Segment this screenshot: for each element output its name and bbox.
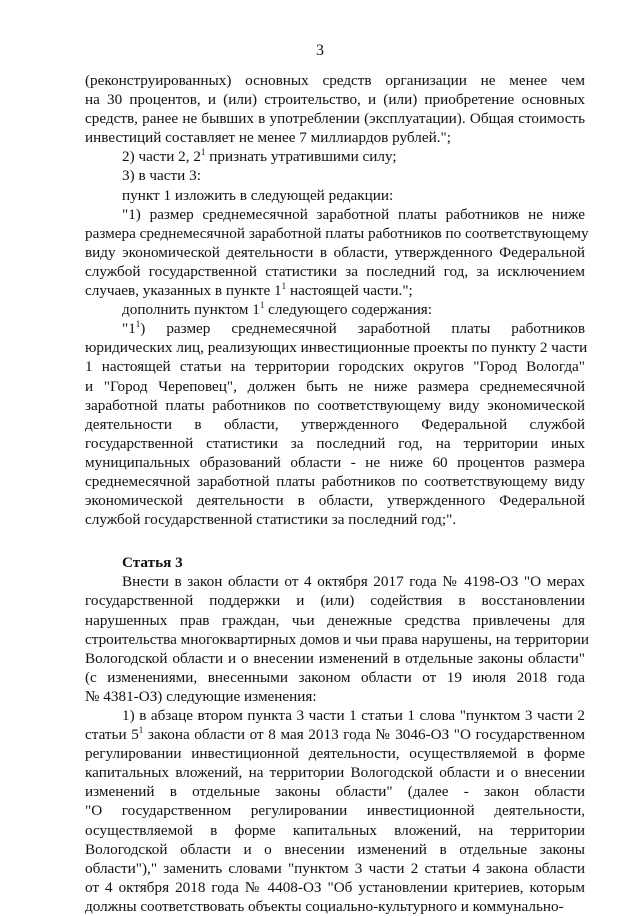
paragraph: [85, 205, 589, 300]
line-text: и "Город Череповец", должен быть не ниже размера среднемесячной: [85, 377, 585, 395]
line-text: юридических лиц, реализующих инвестиционные проекты по пункту 2 части: [85, 339, 588, 357]
superscript: 1: [281, 281, 287, 292]
paragraph: [85, 572, 590, 706]
paragraph: [85, 166, 585, 185]
line-text: деятельности в области, утвержденного Федеральной службой: [85, 415, 585, 433]
text-line: [85, 763, 585, 782]
line-text: (с изменениями, внесенными законом области от 19 июля 2018 года: [85, 668, 585, 686]
line-text: средств, ранее не бывших в употреблении (эксплуатации). Общая стоимость: [85, 110, 585, 128]
line-text: случаев, указанных в пункте 1: [85, 282, 282, 300]
line-text: "О государственном регулировании инвестиционной деятельности,: [85, 802, 585, 820]
line-text: области")," заменить словами "пунктом 3 части 2 статьи 4 закона области: [85, 859, 585, 877]
text-line: [85, 415, 585, 434]
text-line: [85, 801, 585, 820]
paragraph: [85, 186, 585, 205]
page-number: 3: [316, 42, 324, 59]
text-line: [85, 396, 585, 415]
text-line: [85, 262, 585, 281]
line-text: закона области от 8 мая 2013 года № 3046-ОЗ "О государственном: [143, 726, 585, 744]
text-line: [85, 510, 585, 529]
line-text: 2) части 2, 2: [122, 148, 201, 166]
line-text: "1: [122, 320, 136, 338]
superscript: 1: [135, 319, 141, 330]
line-text: статьи 5: [85, 726, 139, 744]
line-text: регулировании инвестиционной деятельности, осуществляемой в форме: [85, 745, 585, 763]
text-line: [85, 109, 585, 128]
line-text: настоящей части.";: [286, 282, 413, 300]
text-line: [85, 572, 585, 591]
line-text: экономической деятельности в области, утвержденного Федеральной: [85, 492, 585, 510]
text-line: [85, 668, 585, 687]
text-line: [85, 338, 588, 357]
text-line: [85, 300, 585, 319]
superscript: 1: [138, 725, 144, 736]
paragraph: [85, 71, 585, 147]
text-line: [85, 840, 585, 859]
text-line: [85, 821, 585, 840]
line-text: ) размер среднемесячной заработной платы работников: [140, 320, 585, 338]
text-line: [85, 186, 585, 205]
line-text: виду экономической деятельности в области, утвержденного Федеральной: [85, 243, 585, 261]
text-line: [85, 224, 589, 243]
text-line: [85, 71, 585, 90]
text-line: [85, 878, 585, 897]
text-line: [85, 128, 585, 147]
text-line: [85, 706, 585, 725]
text-line: [85, 434, 585, 453]
line-text: муниципальных образований области - не ниже 60 процентов размера: [85, 453, 585, 471]
amendment-text: [85, 71, 589, 529]
paragraph: [85, 147, 585, 166]
text-line: [85, 166, 585, 185]
line-text: должны соответствовать объекты социально-культурного и коммунально-: [85, 897, 564, 915]
line-text: изменений в отдельные законы области" (далее - закон области: [85, 783, 585, 801]
line-text: (реконструированных) основных средств организации не менее чем: [85, 72, 585, 89]
section-gap: [85, 529, 585, 553]
line-text: капитальных вложений, на территории Вологодской области и о внесении: [85, 764, 585, 782]
text-line: [85, 859, 585, 878]
line-text: государственной поддержки и (или) содействия в восстановлении: [85, 592, 585, 610]
text-line: [85, 591, 585, 610]
line-text: дополнить пунктом 1: [122, 301, 260, 319]
paragraph: [85, 706, 585, 916]
line-text: "1) размер среднемесячной заработной платы работников не ниже: [122, 205, 585, 223]
text-line: [85, 90, 585, 109]
text-line: [85, 649, 585, 668]
text-line: [85, 472, 585, 491]
text-line: [85, 357, 585, 376]
text-line: [85, 744, 585, 763]
text-line: [85, 319, 585, 338]
line-text: осуществляемой в форме капитальных вложений, на территории: [85, 821, 585, 839]
line-text: государственной статистики за последний год, на территории иных: [85, 434, 585, 452]
line-text: № 4381-ОЗ) следующие изменения:: [85, 687, 317, 705]
superscript: 1: [259, 300, 265, 311]
line-text: на 30 процентов, и (или) строительство, и (или) приобретение основных: [85, 91, 585, 109]
text-line: [85, 897, 585, 916]
line-text: Вологодской области и о внесении изменений в отдельные законы: [85, 840, 585, 858]
line-text: инвестиций составляет не менее 7 миллиардов рублей.";: [85, 129, 451, 147]
text-line: [85, 782, 585, 801]
document-body: [85, 71, 590, 916]
article-heading: Статья 3: [122, 554, 183, 572]
paragraph: [85, 300, 585, 319]
line-text: службой государственной статистики за последний год;".: [85, 511, 457, 529]
text-line: [85, 611, 585, 630]
text-line: [85, 453, 585, 472]
line-text: заработной платы работников по соответствующему виду экономической: [85, 396, 585, 414]
line-text: 3) в части 3:: [122, 167, 201, 185]
text-line: [85, 491, 585, 510]
paragraph: [85, 319, 588, 529]
line-text: следующего содержания:: [264, 301, 432, 319]
text-line: [85, 205, 585, 224]
line-text: от 4 октября 2018 года № 4408-ОЗ "Об установлении критериев, которым: [85, 878, 585, 896]
text-line: [85, 243, 585, 262]
line-text: Внести в закон области от 4 октября 2017 года № 4198-ОЗ "О мерах: [122, 573, 585, 591]
article-body: [85, 572, 590, 916]
text-line: [85, 377, 585, 396]
line-text: среднемесячной заработной платы работников по соответствующему виду: [85, 472, 585, 490]
line-text: Вологодской области и о внесении изменений в отдельные законы области": [85, 649, 585, 667]
text-line: [85, 725, 585, 744]
line-text: 1 настоящей статьи на территории городских округов "Город Вологда": [85, 358, 585, 376]
line-text: признать утратившими силу;: [205, 148, 397, 166]
text-line: [85, 281, 585, 300]
line-text: строительства многоквартирных домов и чьи права нарушены, на территории: [85, 630, 590, 648]
superscript: 1: [200, 147, 206, 158]
text-line: [85, 147, 585, 166]
line-text: размера среднемесячной заработной платы работников по соответствующему: [85, 224, 589, 242]
text-line: [85, 630, 590, 649]
line-text: службой государственной статистики за последний год, за исключением: [85, 262, 585, 280]
line-text: пункт 1 изложить в следующей редакции:: [122, 186, 394, 204]
line-text: 1) в абзаце втором пункта 3 части 1 статьи 1 слова "пунктом 3 части 2: [122, 707, 585, 724]
text-line: [85, 687, 585, 706]
line-text: нарушенных прав граждан, чьи денежные средства привлечены для: [85, 611, 585, 629]
